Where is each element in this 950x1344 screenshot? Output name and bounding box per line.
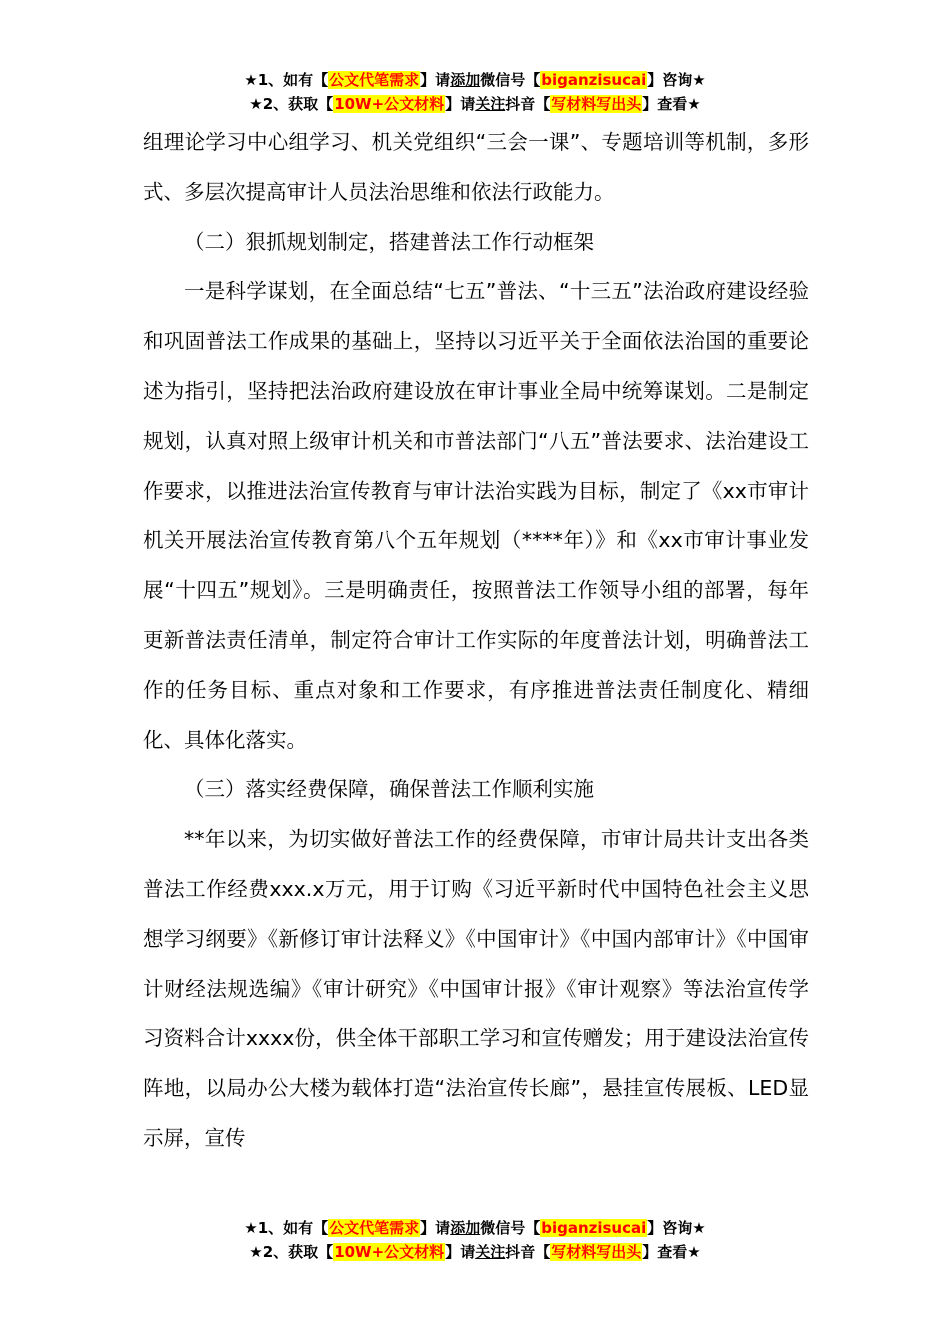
promo-text: ★1、如有【 bbox=[244, 71, 329, 89]
promo-text: 关注 bbox=[475, 95, 506, 113]
promo-text: 】查看★ bbox=[642, 1243, 701, 1261]
promo-text: 】请 bbox=[420, 71, 451, 89]
highlight-wechat-id: biganzisucai bbox=[541, 71, 647, 89]
promo-line-2 bbox=[0, 92, 950, 116]
paragraph-funding: **年以来，为切实做好普法工作的经费保障，市审计局共计支出各类普法工作经费xxx.x万元，用于订购《习近平新时代中国特色社会主义思想学习纲要》《新修订审计法释义》《中国审计》《中国内部审计》《中国审计财经法规选编》《审计研究》《中国审计报》《审计观察》等法治宣传学习资料合计xxxx份，供全体干部职工学习和宣传赠发；用于建设法治宣传阵地，以局办公大楼为载体打造“法治宣传长廊”，悬挂宣传展板、LED显示屏，宣传 bbox=[143, 827, 809, 1150]
paragraph-planning: 一是科学谋划，在全面总结“七五”普法、“十三五”法治政府建设经验和巩固普法工作成果的基础上，坚持以习近平关于全面依法治国的重要论述为指引，坚持把法治政府建设放在审计事业全局中统筹谋划。二是制定规划，认真对照上级审计机关和市普法部门“八五”普法要求、法治建设工作要求，以推进法治宣传教育与审计法治实践为目标，制定了《xx市审计机关开展法治宣传教育第八个五年规划（****年）》和《xx市审计事业发展“十四五”规划》。三是明确责任，按照普法工作领导小组的部署，每年更新普法责任清单，制定符合审计工作实际的年度普法计划，明确普法工作的任务目标、重点对象和工作要求，有序推进普法责任制度化、精细化、具体化落实。 bbox=[143, 279, 809, 752]
promo-text: 添加 bbox=[450, 71, 481, 89]
header-promo-banner bbox=[0, 68, 950, 116]
promo-text: 微信号【 bbox=[480, 1219, 541, 1237]
promo-text: 抖音【 bbox=[505, 95, 551, 113]
document-body bbox=[143, 118, 809, 1164]
promo-text: 】请 bbox=[445, 95, 476, 113]
promo-text: 】查看★ bbox=[642, 95, 701, 113]
highlight-douyin-id: 写材料写出头 bbox=[551, 95, 642, 113]
section-heading-2: （二）狠抓规划制定，搭建普法工作行动框架 bbox=[184, 229, 594, 254]
promo-text: 】咨询★ bbox=[647, 71, 706, 89]
footer-promo-banner bbox=[0, 1216, 950, 1264]
promo-text: 添加 bbox=[450, 1219, 481, 1237]
section-heading-3: （三）落实经费保障，确保普法工作顺利实施 bbox=[184, 777, 594, 802]
promo-text: ★2、获取【 bbox=[249, 1243, 334, 1261]
promo-line-2 bbox=[0, 1240, 950, 1264]
highlight-wechat-id: biganzisucai bbox=[541, 1219, 647, 1237]
promo-text: 关注 bbox=[475, 1243, 506, 1261]
highlight-materials: 10W+公文材料 bbox=[334, 1243, 445, 1261]
promo-text: ★1、如有【 bbox=[244, 1219, 329, 1237]
promo-text: 微信号【 bbox=[480, 71, 541, 89]
promo-text: 】请 bbox=[420, 1219, 451, 1237]
promo-text: 】咨询★ bbox=[647, 1219, 706, 1237]
paragraph-continued: 组理论学习中心组学习、机关党组织“三会一课”、专题培训等机制，多形式、多层次提高审计人员法治思维和依法行政能力。 bbox=[143, 130, 809, 204]
promo-text: 抖音【 bbox=[505, 1243, 551, 1261]
highlight-need: 公文代笔需求 bbox=[329, 71, 420, 89]
highlight-materials: 10W+公文材料 bbox=[334, 95, 445, 113]
promo-text: 】请 bbox=[445, 1243, 476, 1261]
promo-line-1 bbox=[0, 1216, 950, 1240]
promo-text: ★2、获取【 bbox=[249, 95, 334, 113]
promo-line-1 bbox=[0, 68, 950, 92]
highlight-douyin-id: 写材料写出头 bbox=[551, 1243, 642, 1261]
highlight-need: 公文代笔需求 bbox=[329, 1219, 420, 1237]
